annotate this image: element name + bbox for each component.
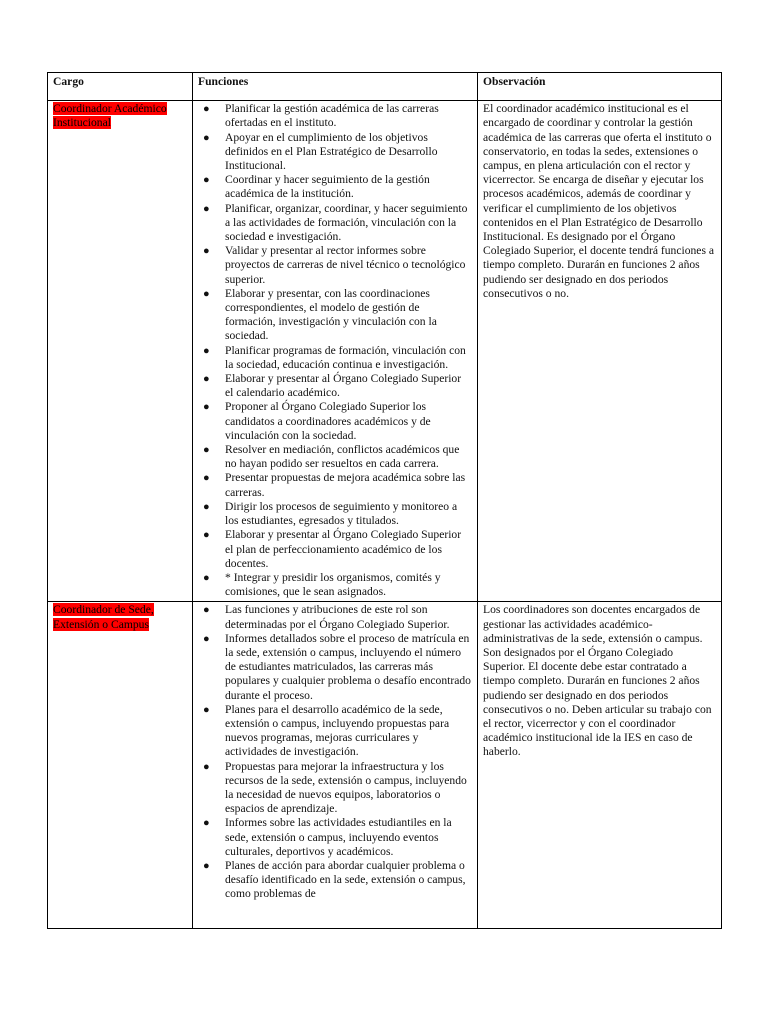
list-item xyxy=(203,499,472,528)
bullet-icon: ● xyxy=(203,373,210,386)
bullet-icon: ● xyxy=(203,571,210,584)
list-item-text: Planes para el desarrollo académico de la sede, extensión o campus, incluyendo propuestas para nuevos programas, mejoras curriculares y actividades de investigación. xyxy=(225,702,450,759)
list-item-text: Elaborar y presentar, con las coordinaciones correspondientes, el modelo de gestión de formación, investigación y vinculación con la sociedad. xyxy=(225,286,437,343)
list-item xyxy=(203,102,472,130)
bullet-icon: ● xyxy=(203,344,210,357)
list-item-text: Resolver en mediación, conflictos académicos que no hayan podido ser resueltos en cada carrera. xyxy=(225,443,460,471)
list-item-text: Planificar, organizar, coordinar, y hacer seguimiento a las actividades de formación, vinculación con la sociedad e investigación. xyxy=(225,201,468,244)
funciones-cell xyxy=(193,101,478,602)
bullet-icon: ● xyxy=(203,817,210,830)
bullet-icon: ● xyxy=(203,103,210,116)
list-item xyxy=(203,603,472,631)
list-item xyxy=(203,201,472,245)
list-item xyxy=(203,244,472,287)
table-header-row xyxy=(48,73,722,101)
header-funciones: Funciones xyxy=(193,73,478,101)
list-item xyxy=(203,528,472,571)
list-item xyxy=(203,286,472,344)
list-item xyxy=(203,130,472,174)
header-cargo: Cargo xyxy=(48,73,193,101)
bullet-icon: ● xyxy=(203,760,210,773)
cargo-cell xyxy=(48,602,193,929)
list-item-text: Validar y presentar al rector informes sobre proyectos de carreras de nivel técnico o tecnológico superior. xyxy=(225,244,466,286)
list-item xyxy=(203,443,472,471)
list-item xyxy=(203,816,472,859)
list-item-text: Elaborar y presentar al Órgano Colegiado Superior el plan de perfeccionamiento académico de los docentes. xyxy=(225,528,462,570)
funciones-clip xyxy=(198,603,472,926)
list-item xyxy=(203,372,472,400)
cargo-label-highlighted: Coordinador Académico Institucional xyxy=(53,102,167,130)
bullet-icon: ● xyxy=(203,472,210,485)
bullet-icon: ● xyxy=(203,604,210,617)
list-item-text: Proponer al Órgano Colegiado Superior los candidatos a coordinadores académicos y de vinculación con la sociedad. xyxy=(225,400,431,442)
list-item-text: Propuestas para mejorar la infraestructura y los recursos de la sede, extensión o campus, incluyendo la necesidad de nuevos equipos, laboratorios o espacios de aprendizaje. xyxy=(225,759,467,816)
list-item-text: Dirigir los procesos de seguimiento y monitoreo a los estudiantes, egresados y titulados. xyxy=(225,499,458,528)
bullet-icon: ● xyxy=(203,703,210,716)
bullet-icon: ● xyxy=(203,444,210,457)
bullet-icon: ● xyxy=(203,131,210,144)
list-item-text: * Integrar y presidir los organismos, comités y comisiones, que le sean asignados. xyxy=(225,570,441,599)
list-item xyxy=(203,631,472,703)
list-item-text: Informes detallados sobre el proceso de matrícula en la sede, extensión o campus, incluyendo el número de estudiantes matriculados, las carreras más populares y cualquier problema o desafío encontrado durante el proceso. xyxy=(225,631,471,702)
bullet-icon: ● xyxy=(203,401,210,414)
bullet-icon: ● xyxy=(203,245,210,258)
funciones-cell xyxy=(193,602,478,929)
bullet-icon: ● xyxy=(203,632,210,645)
list-item-text: Planificar la gestión académica de las carreras ofertadas en el instituto. xyxy=(225,102,439,130)
list-item-text: Presentar propuestas de mejora académica sobre las carreras. xyxy=(225,471,466,499)
list-item xyxy=(203,471,472,499)
funciones-list xyxy=(198,603,472,901)
table-row xyxy=(48,602,722,929)
list-item-text: Las funciones y atribuciones de este rol son determinadas por el Órgano Colegiado Superior. xyxy=(225,603,450,631)
list-item xyxy=(203,400,472,443)
list-item xyxy=(203,858,472,902)
cargo-label-highlighted: Coordinador de Sede, Extensión o Campus xyxy=(53,603,154,631)
observacion-cell: Los coordinadores son docentes encargados de gestionar las actividades académico-administrativas de la sede, extensión o campus. Son designados por el Órgano Colegiado Superior. El docente debe estar contratado a tiempo completo. Durarán en funciones 2 años pudiendo ser designado en dos periodos consecutivos o no. Deben articular su trabajo con el rector, vicerrector y con el coordinador académico institucional ide la IES en caso de haberlo. xyxy=(478,602,722,929)
roles-table xyxy=(47,72,722,929)
list-item xyxy=(203,343,472,372)
list-item-text: Apoyar en el cumplimiento de los objetivos definidos en el Plan Estratégico de Desarrollo Institucional. xyxy=(225,130,438,173)
bullet-icon: ● xyxy=(203,859,210,872)
list-item-text: Informes sobre las actividades estudiantiles en la sede, extensión o campus, incluyendo eventos culturales, deportivos y académicos. xyxy=(225,816,452,858)
cargo-cell xyxy=(48,101,193,602)
funciones-list xyxy=(198,102,472,599)
list-item-text: Coordinar y hacer seguimiento de la gestión académica de la institución. xyxy=(225,173,430,201)
bullet-icon: ● xyxy=(203,529,210,542)
list-item xyxy=(203,759,472,817)
table-row xyxy=(48,101,722,602)
list-item xyxy=(203,173,472,201)
list-item-text: Planificar programas de formación, vinculación con la sociedad, educación continua e investigación. xyxy=(225,343,466,371)
list-item-text: Planes de acción para abordar cualquier problema o desafío identificado en la sede, extensión o campus, como problemas de xyxy=(225,858,466,901)
header-observacion: Observación xyxy=(478,73,722,101)
bullet-icon: ● xyxy=(203,287,210,300)
list-item-text: Elaborar y presentar al Órgano Colegiado Superior el calendario académico. xyxy=(225,372,462,400)
bullet-icon: ● xyxy=(203,174,210,187)
bullet-icon: ● xyxy=(203,500,210,513)
list-item xyxy=(203,570,472,599)
observacion-cell: El coordinador académico institucional es el encargado de coordinar y controlar la gestión académica de las carreras que oferta el instituto o conservatorio, en todas la sedes, extensiones o campus, en plena articulación con el rector y vicerrector. Se encarga de diseñar y ejecutar los procesos académicos, además de coordinar y verificar el cumplimiento de los objetivos contenidos en el Plan Estratégico de Desarrollo Institucional. Es designado por el Órgano Colegiado Superior, el docente tendrá funciones a tiempo completo. Durarán en funciones 2 años pudiendo ser designado en dos periodos consecutivos o no. xyxy=(478,101,722,602)
list-item xyxy=(203,702,472,760)
bullet-icon: ● xyxy=(203,202,210,215)
